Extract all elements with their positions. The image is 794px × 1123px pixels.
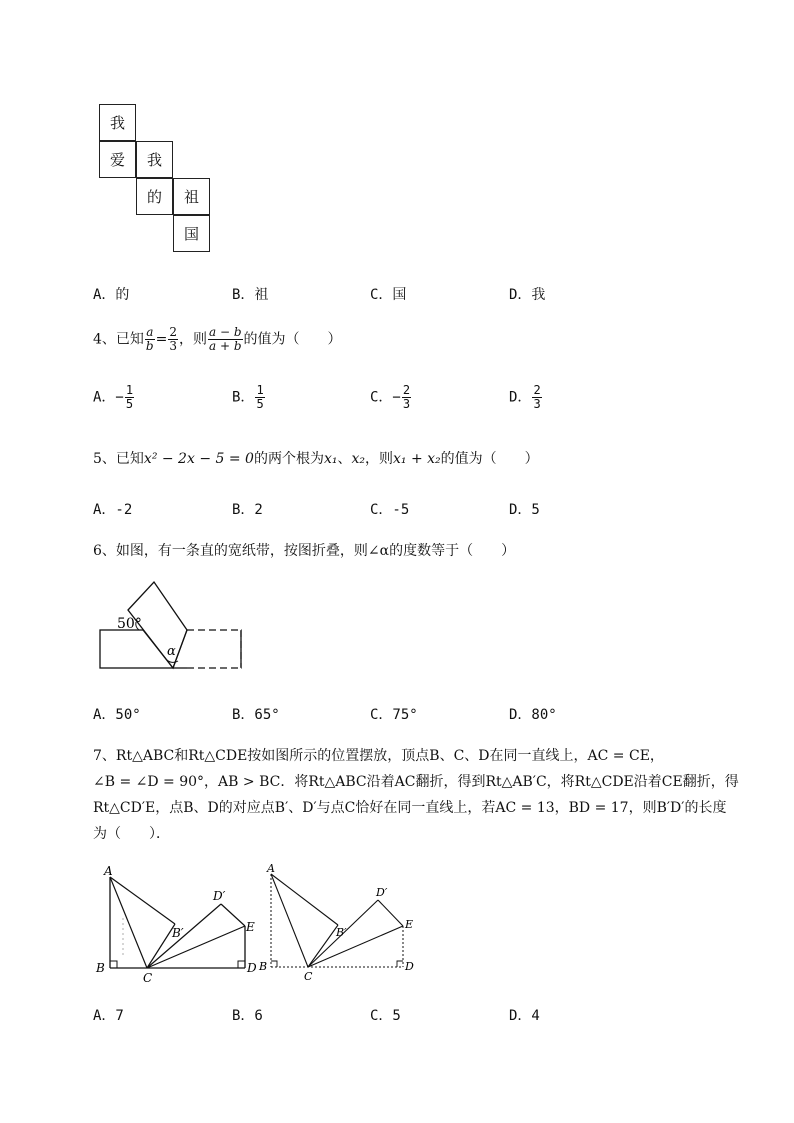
q5-separator: 、: [337, 451, 352, 467]
label-b: B: [96, 961, 105, 975]
option-a[interactable]: A．50°: [93, 707, 141, 723]
fraction-expression: $\frac{a - b}{a + b}$: [208, 325, 242, 353]
q7-line-4: 为（ ）．: [93, 826, 170, 842]
folded-strip-figure: [95, 575, 250, 675]
label-e: E: [246, 920, 255, 934]
q5-text-c: ，则: [364, 451, 393, 467]
option-d[interactable]: D．我: [509, 287, 546, 303]
option-d[interactable]: D．5: [509, 502, 540, 518]
label-d-prime: D′: [213, 889, 226, 903]
q4-mid: ，则: [178, 331, 207, 348]
fraction-a-over-b: $\frac{a}{b}$: [145, 325, 154, 353]
q5-text-a: 5、已知: [93, 451, 144, 467]
option-b[interactable]: B．6: [232, 1008, 263, 1024]
net-cell: 国: [173, 215, 210, 252]
label-d: D: [247, 961, 257, 975]
angle-50-label: 50°: [117, 616, 142, 632]
alpha-label: α: [167, 644, 176, 659]
q5-text-b: 的两个根为: [253, 451, 324, 467]
q7-line-1: 7、Rt△ABC和Rt△CDE按如图所示的位置摆放，顶点B、C、D在同一直线上，AC = CE，: [93, 748, 664, 764]
option-b[interactable]: B．65°: [232, 707, 280, 723]
label-c: C: [143, 971, 153, 985]
triangles-figure-1: [95, 858, 268, 986]
option-c[interactable]: C．− $\frac{2}{3}$: [370, 383, 411, 411]
triangles-figure-2: [258, 858, 428, 986]
option-a[interactable]: A．7: [93, 1008, 124, 1024]
label-b-prime: B′: [172, 926, 184, 940]
option-a[interactable]: A．的: [93, 287, 130, 303]
option-c[interactable]: C．-5: [370, 502, 410, 518]
question-6: 6、如图，有一条直的宽纸带，按图折叠，则∠α的度数等于（ ）: [93, 543, 516, 559]
option-c[interactable]: C．75°: [370, 707, 418, 723]
q4-suffix: 的值为（ ）: [243, 331, 342, 348]
label-a: A: [267, 862, 275, 875]
equals-sign: =: [155, 331, 168, 348]
option-b[interactable]: B．祖: [232, 287, 269, 303]
root-x2: x₂: [351, 451, 365, 467]
option-a[interactable]: A．-2: [93, 502, 133, 518]
root-sum: x₁ + x₂: [392, 451, 441, 467]
net-cell: 我: [99, 104, 136, 141]
label-e: E: [405, 918, 414, 931]
option-d[interactable]: D．4: [509, 1008, 540, 1024]
q5-equation: x² − 2x − 5 = 0: [143, 451, 254, 467]
label-c: C: [304, 970, 313, 983]
root-x1: x₁: [323, 451, 338, 467]
option-c[interactable]: C．5: [370, 1008, 401, 1024]
q7-line-2: ∠B = ∠D = 90°，AB > BC．将Rt△ABC沿着AC翻折，得到Rt△AB′C，将Rt△CDE沿着CE翻折，得: [93, 774, 739, 790]
option-a[interactable]: A．− $\frac{1}{5}$: [93, 383, 134, 411]
question-4: [93, 326, 342, 353]
option-d[interactable]: D． $\frac{2}{3}$: [509, 383, 541, 411]
q4-prefix: 4、已知: [93, 331, 144, 348]
label-d-prime: D′: [376, 886, 388, 899]
net-cell: 我: [136, 141, 173, 178]
fraction-2-over-3: $\frac{2}{3}$: [169, 325, 177, 353]
option-b[interactable]: B．2: [232, 502, 263, 518]
q5-text-d: 的值为（ ）: [440, 451, 539, 467]
option-b[interactable]: B． $\frac{1}{5}$: [232, 383, 264, 411]
label-b-prime: B′: [336, 926, 347, 939]
question-5: [93, 448, 539, 468]
label-d: D: [405, 960, 414, 973]
label-b: B: [259, 960, 268, 973]
option-d[interactable]: D．80°: [509, 707, 557, 723]
net-cell: 的: [136, 178, 173, 215]
q7-line-3: Rt△CD′E，点B、D的对应点B′、D′与点C恰好在同一直线上，若AC = 13，BD = 17，则B′D′的长度: [93, 800, 727, 816]
label-a: A: [104, 864, 113, 878]
net-cell: 爱: [99, 141, 136, 178]
net-cell: 祖: [173, 178, 210, 215]
option-c[interactable]: C．国: [370, 287, 407, 303]
